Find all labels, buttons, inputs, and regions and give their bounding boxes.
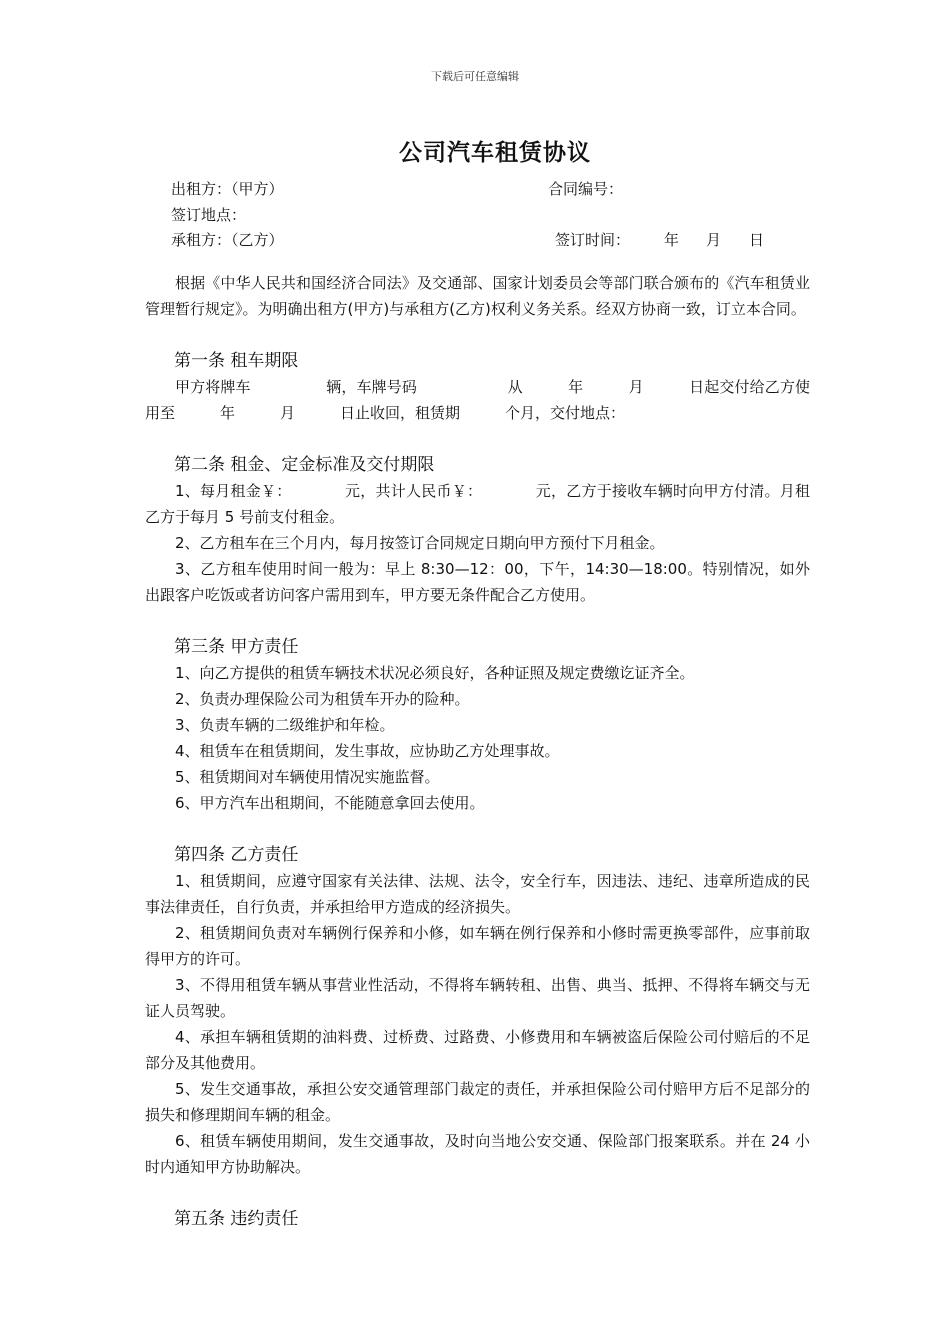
section-5	[145, 1206, 810, 1232]
section-paragraph: 1、每月租金￥： 元，共计人民币￥： 元，乙方于接收车辆时向甲方付清。月租乙方于每月 5 号前支付租金。	[145, 482, 810, 526]
section-paragraph: 5、租赁期间对车辆使用情况实施监督。	[175, 768, 440, 786]
section-3	[145, 634, 810, 816]
section-paragraph: 1、向乙方提供的租赁车辆技术状况必须良好，各种证照及规定费缴讫证齐全。	[175, 664, 695, 682]
section-paragraph: 6、甲方汽车出租期间，不能随意拿回去使用。	[175, 794, 485, 812]
section-paragraph: 4、承担车辆租赁期的油料费、过桥费、过路费、小修费用和车辆被盗后保险公司付赔后的不足部分及其他费用。	[145, 1028, 810, 1072]
section-4	[145, 842, 810, 1180]
section-paragraph: 2、负责办理保险公司为租赁车开办的险种。	[175, 690, 470, 708]
section-1	[145, 348, 810, 426]
sign-time-label: 签订时间：	[555, 231, 631, 249]
section-heading: 第四条 乙方责任	[174, 845, 299, 865]
section-heading: 第五条 违约责任	[174, 1209, 299, 1229]
section-paragraph: 3、不得用租赁车辆从事营业性活动，不得将车辆转租、出售、典当、抵押、不得将车辆交与无证人员驾驶。	[145, 976, 810, 1020]
sign-place-label: 签订地点：	[171, 206, 247, 224]
section-paragraph: 5、发生交通事故，承担公安交通管理部门裁定的责任，并承担保险公司付赔甲方后不足部分的损失和修理期间车辆的租金。	[145, 1080, 810, 1124]
section-paragraph: 3、乙方租车使用时间一般为：早上 8:30—12：00，下午，14:30—18:00。特别情况，如外出跟客户吃饭或者访问客户需用到车，甲方要无条件配合乙方使用。	[145, 560, 810, 604]
section-paragraph: 3、负责车辆的二级维护和年检。	[175, 716, 395, 734]
section-paragraph: 2、租赁期间负责对车辆例行保养和小修，如车辆在例行保养和小修时需更换零部件，应事前取得甲方的许可。	[145, 924, 810, 968]
intro-paragraph: 根据《中华人民共和国经济合同法》及交通部、国家计划委员会等部门联合颁布的《汽车租赁业管理暂行规定》。为明确出租方(甲方)与承租方(乙方)权利义务关系。经双方协商一致，订立本合同。	[145, 274, 810, 318]
section-paragraph: 甲方将牌车 辆，车牌号码 从 年 月 日起交付给乙方使用至 年 月 日止收回，租赁期 个月，交付地点：	[145, 378, 810, 422]
lessee-label: 承租方：（乙方）	[171, 231, 284, 249]
sign-year: 年	[664, 231, 680, 249]
section-paragraph: 2、乙方租车在三个月内，每月按签订合同规定日期向甲方预付下月租金。	[175, 534, 665, 552]
section-heading: 第三条 甲方责任	[174, 637, 299, 657]
lessor-label: 出租方：（甲方）	[171, 180, 284, 198]
sign-month: 月	[706, 231, 722, 249]
section-paragraph: 1、租赁期间，应遵守国家有关法律、法规、法令，安全行车，因违法、违纪、违章所造成的民事法律责任，自行负责，并承担给甲方造成的经济损失。	[145, 872, 810, 916]
section-2	[145, 452, 810, 608]
section-heading: 第二条 租金、定金标准及交付期限	[174, 455, 435, 475]
section-paragraph: 6、租赁车辆使用期间，发生交通事故，及时向当地公安交通、保险部门报案联系。并在 24 小时内通知甲方协助解决。	[145, 1132, 810, 1176]
sign-day: 日	[749, 231, 765, 249]
contract-no-label: 合同编号：	[548, 180, 624, 198]
contract-body	[145, 270, 810, 1232]
section-heading: 第一条 租车期限	[174, 351, 299, 371]
contract-title: 公司汽车租赁协议	[399, 140, 591, 166]
section-paragraph: 4、租赁车在租赁期间，发生事故，应协助乙方处理事故。	[175, 742, 560, 760]
header-note: 下载后可任意编辑	[431, 70, 519, 83]
